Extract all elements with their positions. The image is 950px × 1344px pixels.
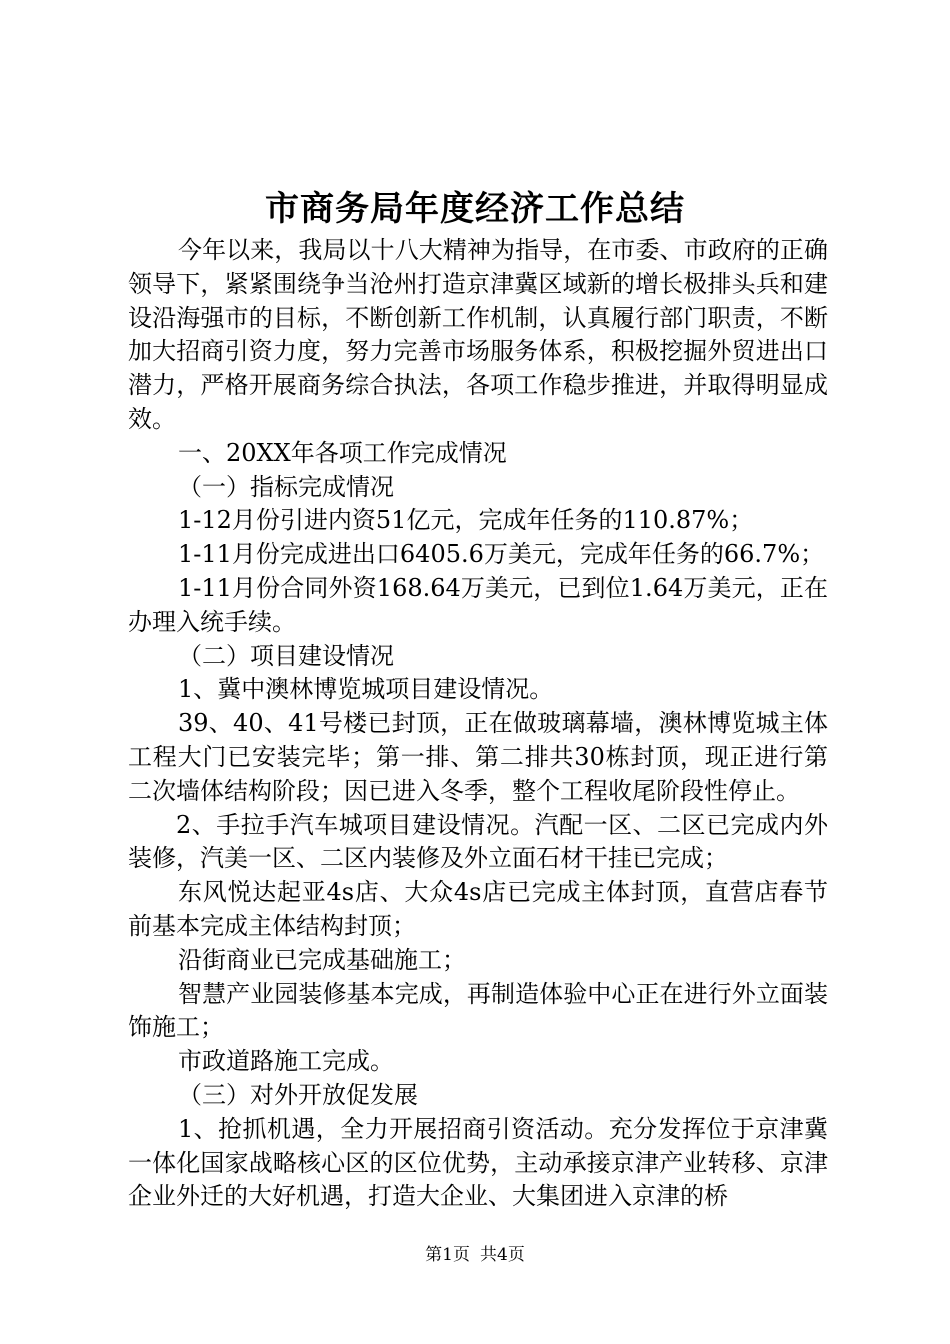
paragraph: 沿街商业已完成基础施工； — [178, 945, 466, 974]
paragraph: 1-11月份合同外资168.64万美元，已到位1.64万美元，正在办理入统手续。 — [128, 573, 828, 636]
subsection-heading: （二）项目建设情况 — [178, 641, 394, 670]
subsection-heading: （一）指标完成情况 — [178, 472, 394, 501]
document-title: 市商务局年度经济工作总结 — [265, 189, 685, 229]
document-body — [128, 234, 828, 1214]
paragraph: 市政道路施工完成。 — [178, 1047, 394, 1076]
paragraph: 1-11月份完成进出口6405.6万美元，完成年任务的66.7%； — [178, 540, 825, 569]
paragraph: 东风悦达起亚4s店、大众4s店已完成主体封顶，直营店春节前基本完成主体结构封顶； — [128, 878, 828, 940]
section-heading: 一、20XX年各项工作完成情况 — [178, 438, 507, 467]
paragraph: 智慧产业园装修基本完成，再制造体验中心正在进行外立面装饰施工； — [128, 979, 828, 1042]
page-footer — [0, 1243, 950, 1267]
page-number: 第1页 — [425, 1245, 470, 1265]
page-total: 共4页 — [480, 1245, 525, 1265]
paragraph: 1、冀中澳林博览城项目建设情况。 — [178, 675, 554, 704]
intro-paragraph: 今年以来，我局以十八大精神为指导，在市委、市政府的正确领导下，紧紧围绕争当沧州打造京津冀区域新的增长极排头兵和建设沿海强市的目标，不断创新工作机制，认真履行部门职责，不断加大招商引资力度，努力完善市场服务体系，积极挖掘外贸进出口潜力，严格开展商务综合执法，各项工作稳步推进，并取得明显成效。 — [128, 236, 828, 433]
subsection-heading: （三）对外开放促发展 — [178, 1080, 418, 1109]
paragraph: 1-12月份引进内资51亿元，完成年任务的110.87%； — [178, 506, 754, 535]
paragraph: 1、抢抓机遇，全力开展招商引资活动。充分发挥位于京津冀一体化国家战略核心区的区位优势，主动承接京津产业转移、京津企业外迁的大好机遇，打造大企业、大集团进入京津的桥 — [128, 1114, 828, 1211]
paragraph: 2、手拉手汽车城项目建设情况。汽配一区、二区已完成内外装修，汽美一区、二区内装修及外立面石材干挂已完成； — [128, 810, 828, 873]
paragraph: 39、40、41号楼已封顶，正在做玻璃幕墙，澳林博览城主体工程大门已安装完毕；第一排、第二排共30栋封顶，现正进行第二次墙体结构阶段；因已进入冬季，整个工程收尾阶段性停止。 — [128, 709, 828, 805]
